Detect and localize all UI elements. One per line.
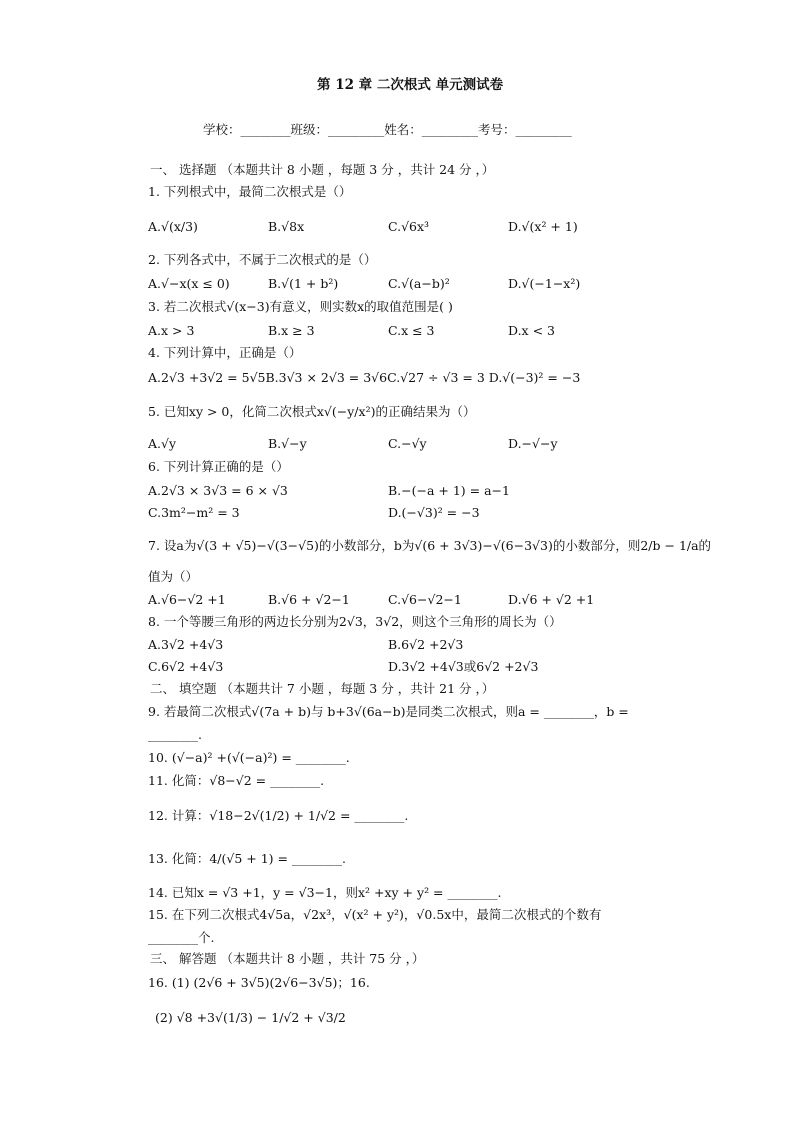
q1-option-d: D.√(x² + 1) [508,219,578,234]
q2-option-a: A.√−x(x ≤ 0) [148,276,230,291]
q5-option-b: B.√−y [268,436,307,451]
question-16-part-1: 16. (1) (2√6 + 3√5)(2√6−3√5)；16. [148,975,370,990]
question-7: 7. 设a为√(3 + √5)−√(3−√5)的小数部分，b为√(6 + 3√3)−√(6−3√3)的小数部分，则2/b − 1/a的 [148,538,712,553]
q8-option-b: B.6√2 +2√3 [388,637,464,652]
q7-option-d: D.√6 + √2 +1 [508,592,595,607]
question-4: 4. 下列计算中，正确是（） [148,345,302,360]
question-13: 13. 化简：4/(√5 + 1) = ________. [148,851,346,866]
question-9-continued: ________. [148,727,202,742]
section-fill-heading: 二、 填空题 （本题共计 7 小题 ，每题 3 分 ，共计 21 分 ，） [150,681,495,696]
page-title: 第 12 章 二次根式 单元测试卷 [317,77,504,93]
q3-option-c: C.x ≤ 3 [388,323,435,338]
q6-option-c: C.3m²−m² = 3 [148,505,240,520]
question-10: 10. (√−a)² +(√(−a)²) = ________. [148,750,350,765]
q1-option-b: B.√8x [268,219,305,234]
question-5: 5. 已知xy > 0，化简二次根式x√(−y/x²)的正确结果为（） [148,404,476,419]
question-12: 12. 计算：√18−2√(1/2) + 1/√2 = ________. [148,808,409,823]
q7-option-a: A.√6−√2 +1 [148,592,226,607]
question-3: 3. 若二次根式√(x−3)有意义，则实数x的取值范围是( ) [148,299,453,314]
q8-option-a: A.3√2 +4√3 [148,637,224,652]
question-11: 11. 化简：√8−√2 = ________. [148,773,325,788]
q5-option-d: D.−√−y [508,436,558,451]
q7-option-c: C.√6−√2−1 [388,592,462,607]
q2-option-d: D.√(−1−x²) [508,276,581,291]
q5-option-a: A.√y [148,436,177,451]
question-8: 8. 一个等腰三角形的两边长分别为2√3，3√2，则这个三角形的周长为（） [148,614,562,629]
section-solve-heading: 三、 解答题 （本题共计 8 小题 ，共计 75 分 ，） [150,951,425,966]
q3-option-d: D.x < 3 [508,323,555,338]
question-1: 1. 下列根式中，最简二次根式是（） [148,184,352,199]
q1-option-a: A.√(x/3) [148,219,198,234]
question-16-part-2: (2) √8 +3√(1/3) − 1/√2 + √3/2 [155,1010,346,1025]
section-choice-heading: 一、 选择题 （本题共计 8 小题 ，每题 3 分 ，共计 24 分 ，） [150,162,495,177]
q6-option-b: B.−(−a + 1) = a−1 [388,483,510,498]
q2-option-c: C.√(a−b)² [388,276,450,291]
q8-option-c: C.6√2 +4√3 [148,659,224,674]
question-15-continued: ________个. [148,930,215,945]
question-15: 15. 在下列二次根式4√5a，√2x³，√(x² + y²)，√0.5x中，最简二次根式的个数有 [148,907,602,922]
q5-option-c: C.−√y [388,436,427,451]
q3-option-b: B.x ≥ 3 [268,323,315,338]
q1-option-c: C.√6x³ [388,219,430,234]
q4-options: A.2√3 +3√2 = 5√5B.3√3 × 2√3 = 3√6C.√27 ÷ √3 = 3 D.√(−3)² = −3 [148,370,581,385]
q7-option-b: B.√6 + √2−1 [268,592,350,607]
q6-option-a: A.2√3 × 3√3 = 6 × √3 [148,483,288,498]
q6-option-d: D.(−√3)² = −3 [388,505,480,520]
question-9: 9. 若最简二次根式√(7a + b)与 b+3√(6a−b)是同类二次根式，则a = ________，b = [148,704,629,719]
question-2: 2. 下列各式中，不属于二次根式的是（） [148,252,377,267]
student-info-line: 学校：________班级：_________姓名：_________考号：_________ [203,122,572,137]
q8-option-d: D.3√2 +4√3或6√2 +2√3 [388,659,539,674]
question-7-continued: 值为（） [148,569,199,584]
question-14: 14. 已知x = √3 +1，y = √3−1，则x² +xy + y² = ________. [148,885,502,900]
q3-option-a: A.x > 3 [148,323,195,338]
q2-option-b: B.√(1 + b²) [268,276,339,291]
question-6: 6. 下列计算正确的是（） [148,459,289,474]
